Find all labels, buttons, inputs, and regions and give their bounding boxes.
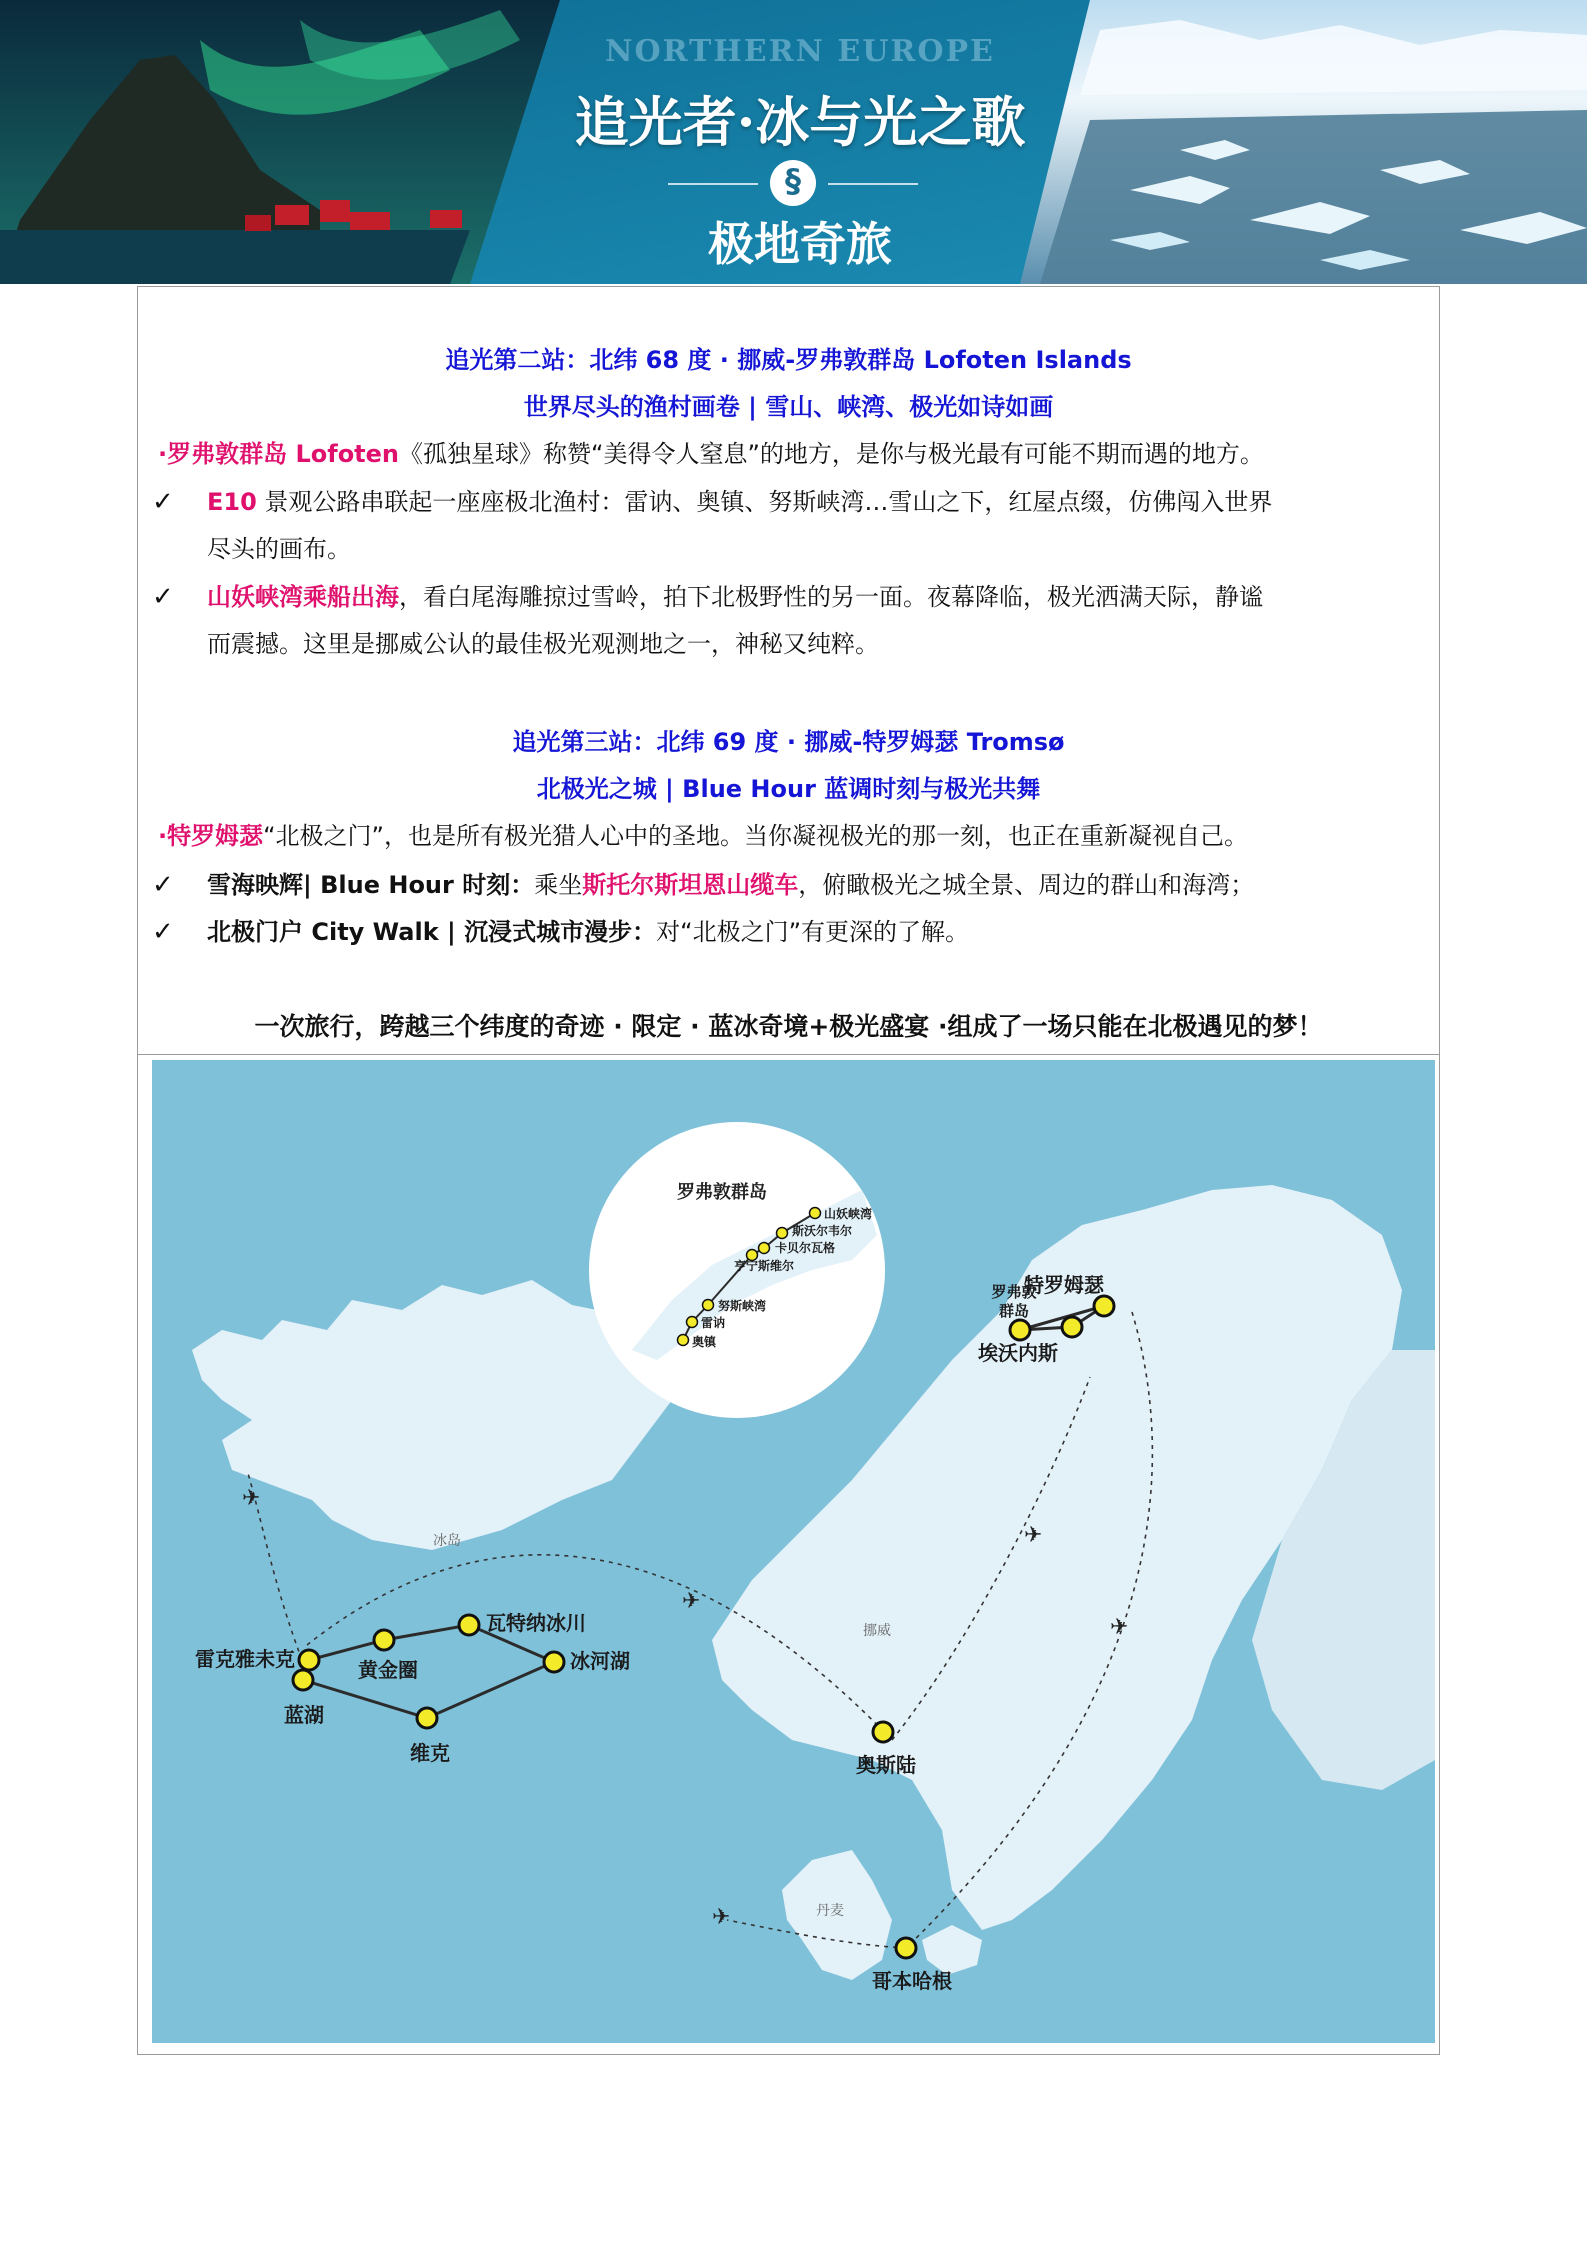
station2-bullet2-text: ，看白尾海雕掠过雪岭，拍下北极野性的另一面。夜幕降临，极光洒满天际，静谧 [399, 583, 1263, 611]
station3-bullet1-mid: 乘坐 [534, 871, 583, 899]
station3-intro [158, 819, 1248, 853]
station3-bullet2-text: 对“北极之门”有更深的了解。 [656, 918, 970, 946]
station3-bullet1-highlight: 斯托尔斯坦恩山缆车 [582, 871, 799, 899]
banner-rule-left [668, 183, 758, 185]
stop-label-blue-lagoon: 蓝湖 [284, 1703, 324, 1727]
stop-label-glacier-lagoon: 冰河湖 [570, 1649, 630, 1673]
banner-english-title: NORTHERN EUROPE [605, 34, 995, 69]
stop-label-inset-6: 奥镇 [692, 1335, 717, 1349]
station2-bullet1-highlight: E10 [207, 488, 257, 516]
stop-marker-inset-0 [810, 1208, 821, 1219]
stop-label-evenes: 埃沃内斯 [978, 1341, 1058, 1365]
stop-marker-lofoten [1010, 1320, 1030, 1340]
stop-marker-vik [417, 1708, 437, 1728]
station2-bullet2 [207, 580, 1263, 614]
stop-label-golden-circle: 黄金圈 [358, 1658, 418, 1682]
stop-label-inset-1: 斯沃尔韦尔 [792, 1224, 853, 1238]
station2-bullet2-continued: 而震撼。这里是挪威公认的最佳极光观测地之一，神秘又纯粹。 [207, 630, 879, 658]
stop-label-oslo: 奥斯陆 [856, 1753, 916, 1777]
station2-bullet1-text: 景观公路串联起一座座极北渔村：雷讷、奥镇、努斯峡湾…雪山之下，红屋点缀，仿佛闯入世界 [256, 488, 1273, 516]
header-banner [0, 0, 1587, 284]
stop-marker-tromso [1094, 1296, 1114, 1316]
stop-marker-inset-5 [687, 1317, 698, 1328]
station2-bullet2-highlight: 山妖峡湾乘船出海 [207, 583, 399, 611]
stop-label-inset-0: 山妖峡湾 [824, 1207, 873, 1221]
route-map [152, 1060, 1435, 2043]
frame-divider [137, 1054, 1440, 1055]
banner-rule-right [828, 183, 918, 185]
inset-title: 罗弗敦群岛 [677, 1182, 767, 1203]
check-icon: ✓ [152, 917, 174, 947]
check-icon: ✓ [152, 870, 174, 900]
stop-label-lofoten: 群岛 [998, 1302, 1030, 1320]
station3-bullet1-text: ，俯瞰极光之城全景、周边的群山和海湾； [798, 871, 1255, 899]
airplane-icon: ✈ [1024, 1523, 1043, 1548]
station2-bullet1-continued: 尽头的画布。 [207, 535, 351, 563]
stop-label-tromso: 特罗姆瑟 [1024, 1273, 1104, 1297]
airplane-icon: ✈ [242, 1486, 261, 1511]
stop-marker-vatnajokull [459, 1615, 479, 1635]
stop-marker-evenes [1062, 1317, 1082, 1337]
station2-bullet1 [207, 485, 1272, 519]
station3-bullet1 [207, 868, 1254, 902]
station2-intro-highlight: ·罗弗敦群岛 Lofoten [158, 440, 400, 468]
station2-intro [158, 437, 1264, 471]
stop-marker-inset-4 [703, 1300, 714, 1311]
stop-label-vik: 维克 [410, 1741, 450, 1765]
station3-bullet1-title: 雪海映辉| Blue Hour 时刻： [207, 871, 535, 899]
stop-label-copenhagen: 哥本哈根 [872, 1969, 952, 1993]
stop-marker-inset-6 [678, 1335, 689, 1346]
station3-subheading: 北极光之城 | Blue Hour 蓝调时刻与极光共舞 [536, 775, 1041, 803]
check-icon: ✓ [152, 582, 174, 612]
station3-intro-text: “北极之门”，也是所有极光猎人心中的圣地。当你凝视极光的那一刻，也正在重新凝视自己。 [263, 822, 1248, 850]
brand-logo-icon [770, 160, 816, 206]
station3-bullet2 [207, 915, 969, 949]
route-map-svg [152, 1060, 1435, 2043]
stop-marker-blue-lagoon [293, 1670, 313, 1690]
station3-heading: 追光第三站：北纬 69 度 · 挪威-特罗姆瑟 Tromsø [512, 728, 1065, 756]
stop-marker-reykjavik [299, 1650, 319, 1670]
stop-label-lofoten: 罗弗敦 [991, 1283, 1037, 1301]
stop-marker-oslo [873, 1722, 893, 1742]
airplane-icon: ✈ [1110, 1615, 1129, 1640]
stop-marker-inset-1 [777, 1228, 788, 1239]
country-label-denmark: 丹麦 [816, 1903, 844, 1919]
closing-statement: 一次旅行，跨越三个纬度的奇迹 · 限定 · 蓝冰奇境+极光盛宴 ·组成了一场只能在北极遇见的梦！ [254, 1012, 1323, 1041]
stop-marker-golden-circle [374, 1630, 394, 1650]
stop-marker-inset-2 [759, 1243, 770, 1254]
stop-label-reykjavik: 雷克雅未克 [195, 1647, 295, 1671]
check-icon: ✓ [152, 487, 174, 517]
banner-title: 追光者·冰与光之歌 [574, 90, 1026, 154]
country-label-norway: 挪威 [863, 1623, 891, 1639]
station2-subheading: 世界尽头的渔村画卷 | 雪山、峡湾、极光如诗如画 [523, 393, 1054, 421]
banner-subtitle: 极地奇旅 [708, 217, 892, 271]
stop-label-inset-5: 雷讷 [701, 1316, 726, 1330]
station3-bullet2-title: 北极门户 City Walk | 沉浸式城市漫步： [207, 918, 657, 946]
stop-marker-glacier-lagoon [544, 1652, 564, 1672]
stop-label-inset-3: 亨宁斯维尔 [734, 1259, 795, 1273]
airplane-icon: ✈ [712, 1905, 731, 1930]
country-label-iceland: 冰岛 [433, 1533, 461, 1549]
stop-label-inset-2: 卡贝尔瓦格 [775, 1241, 836, 1255]
station3-intro-highlight: ·特罗姆瑟 [158, 822, 264, 850]
airplane-icon: ✈ [682, 1589, 701, 1614]
stop-marker-copenhagen [896, 1938, 916, 1958]
stop-label-vatnajokull: 瓦特纳冰川 [486, 1611, 586, 1635]
station2-intro-text: 《孤独星球》称赞“美得令人窒息”的地方，是你与极光最有可能不期而遇的地方。 [399, 440, 1264, 468]
station2-heading: 追光第二站：北纬 68 度 · 挪威-罗弗敦群岛 Lofoten Islands [445, 346, 1132, 374]
stop-label-inset-4: 努斯峡湾 [718, 1299, 767, 1313]
